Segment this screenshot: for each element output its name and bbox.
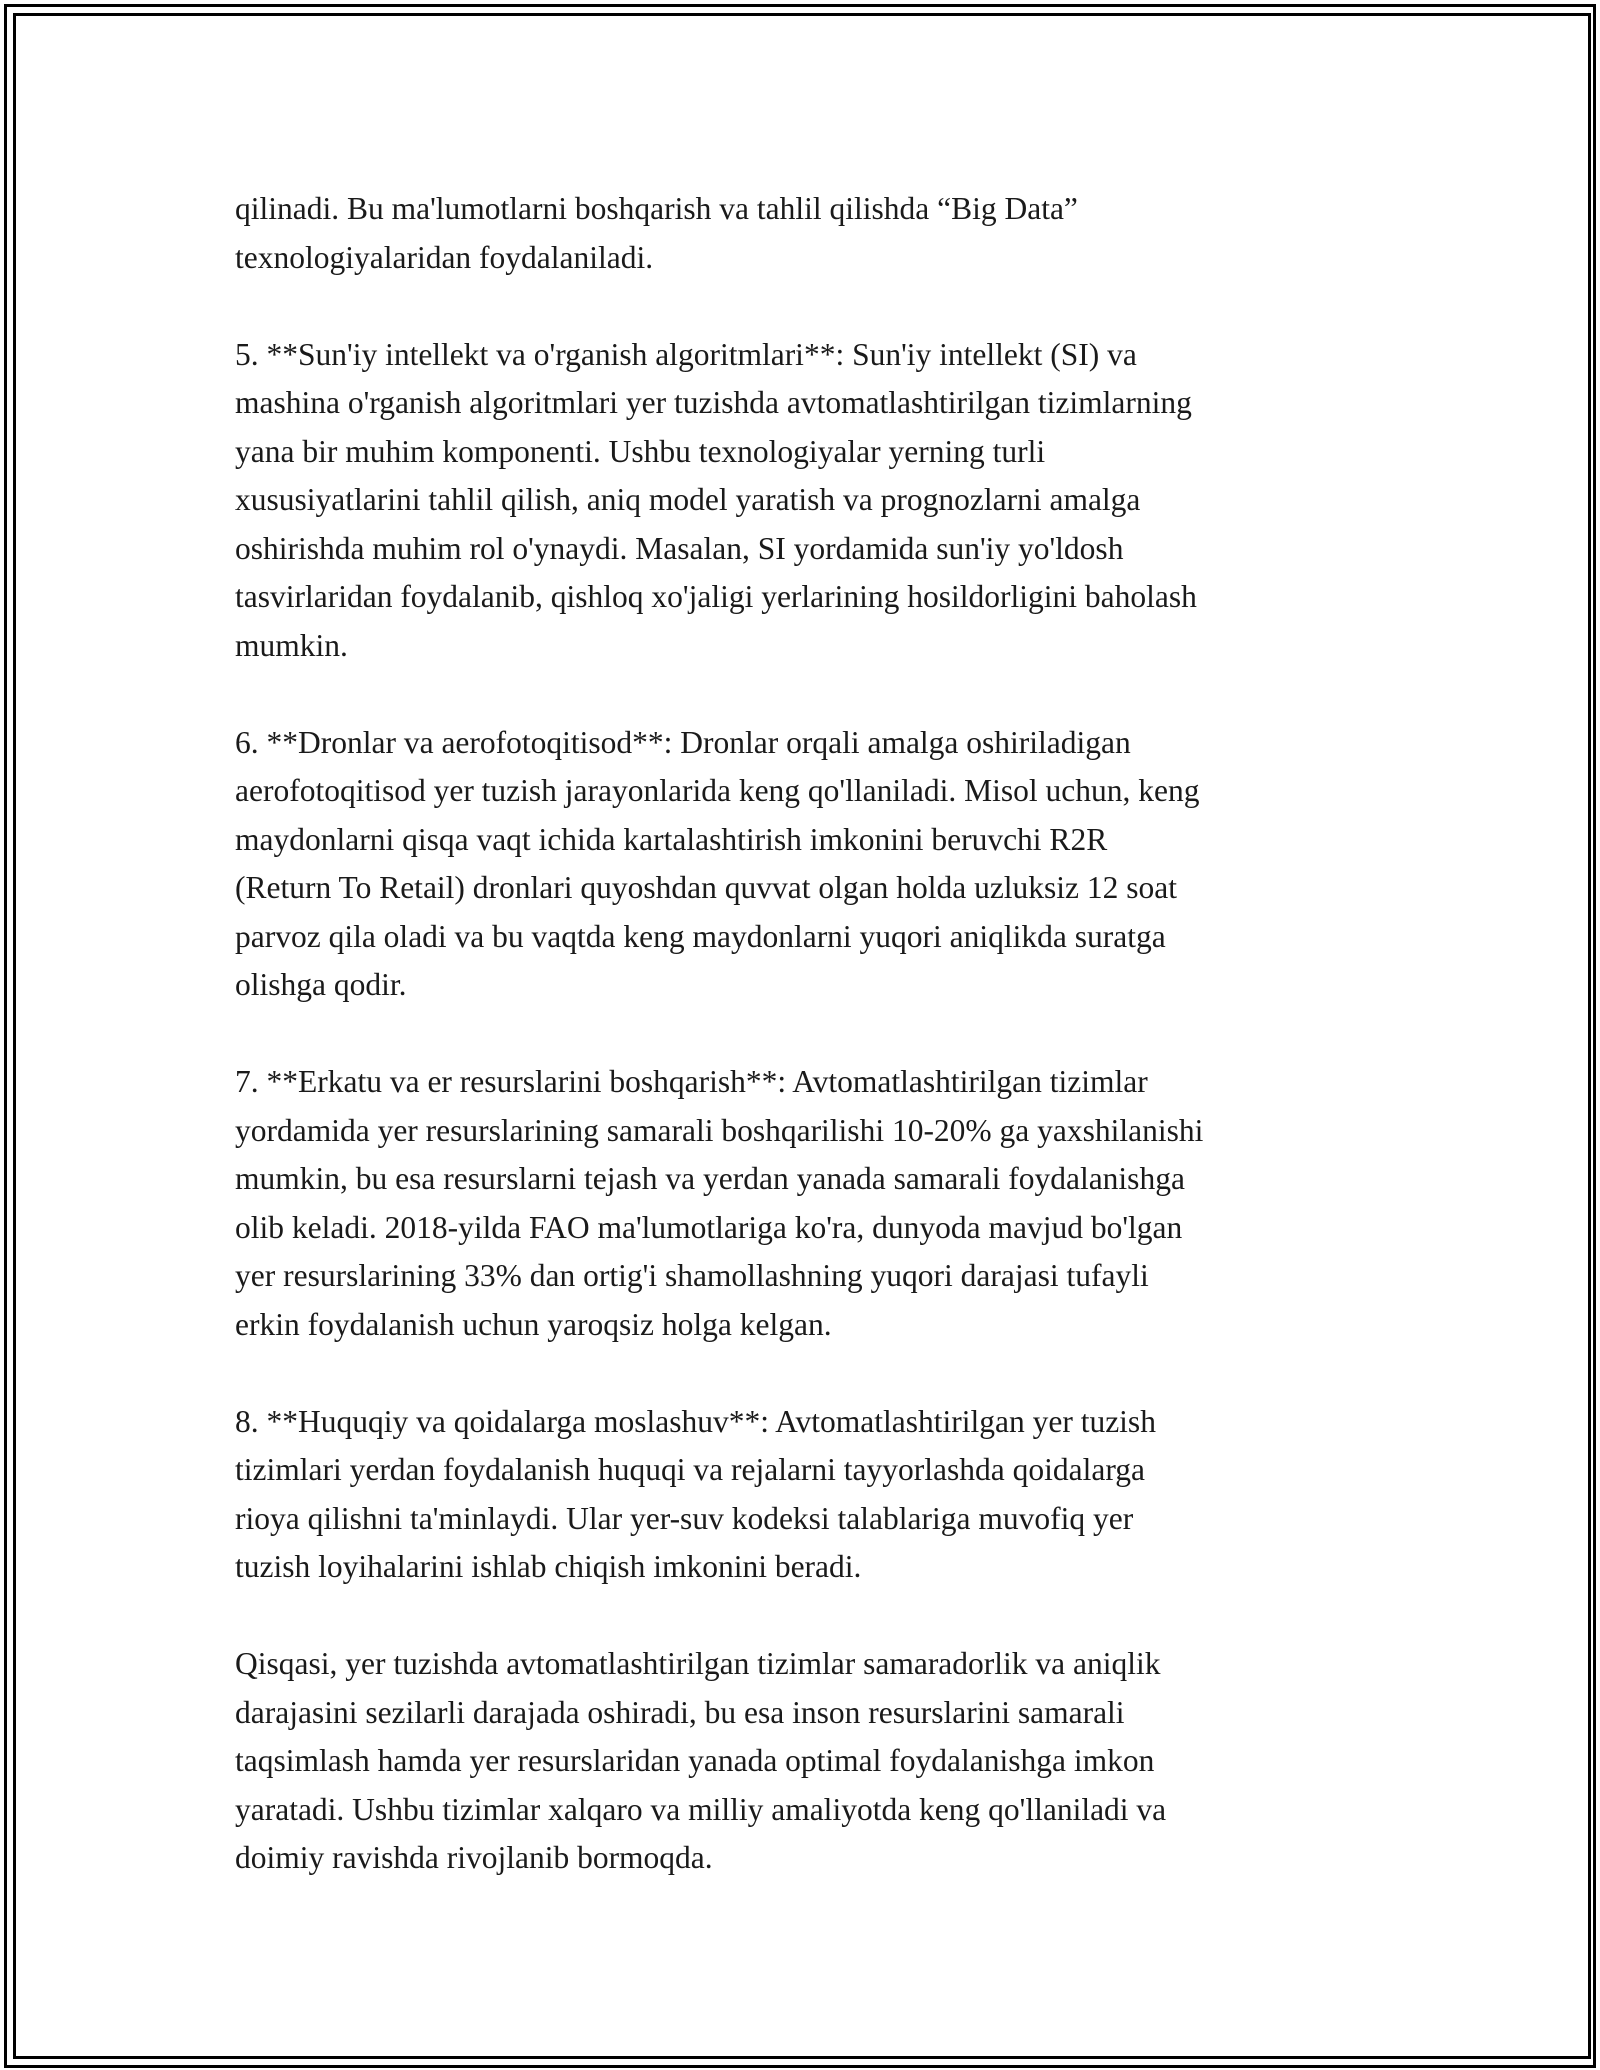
paragraph-item-7: 7. **Erkatu va er resurslarini boshqarish**: Avtomatlashtirilgan tizimlar yordamida yer resurslarining samarali boshqarilishi 10-20% ga yaxshilanishi mumkin, bu esa resurslarni tejash va yerdan yanada samarali foydalanishga olib keladi. 2018-yilda FAO ma'lumotlariga ko'ra, dunyoda mavjud bo'lgan yer resurslarining 33% dan ortig'i shamollashning yuqori darajasi tufayli erkin foydalanish uchun yaroqsiz holga kelgan.	[235, 1064, 1204, 1342]
document-body	[235, 185, 1380, 1883]
paragraph-summary: Qisqasi, yer tuzishda avtomatlashtirilgan tizimlar samaradorlik va aniqlik darajasini sezilarli darajada oshiradi, bu esa inson resurslarini samarali taqsimlash hamda yer resurslaridan yanada optimal foydalanishga imkon yaratadi. Ushbu tizimlar xalqaro va milliy amaliyotda keng qo'llaniladi va doimiy ravishda rivojlanib bormoqda.	[235, 1646, 1167, 1875]
paragraph-item-6: 6. **Dronlar va aerofotoqitisod**: Dronlar orqali amalga oshiriladigan aerofotoqitisod yer tuzish jarayonlarida keng qo'llaniladi. Misol uchun, keng maydonlarni qisqa vaqt ichida kartalashtirish imkonini beruvchi R2R (Return To Retail) dronlari quyoshdan quvvat olgan holda uzluksiz 12 soat parvoz qila oladi va bu vaqtda keng maydonlarni yuqori aniqlikda suratga olishga qodir.	[235, 724, 1200, 1002]
paragraph-item-5: 5. **Sun'iy intellekt va o'rganish algoritmlari**: Sun'iy intellekt (SI) va mashina o'rganish algoritmlari yer tuzishda avtomatlashtirilgan tizimlarning yana bir muhim komponenti. Ushbu texnologiyalar yerning turli xususiyatlarini tahlil qilish, aniq model yaratish va prognozlarni amalga oshirishda muhim rol o'ynaydi. Masalan, SI yordamida sun'iy yo'ldosh tasvirlaridan foydalanib, qishloq xo'jaligi yerlarining hosildorligini baholash mumkin.	[235, 336, 1197, 663]
paragraph-continuation: qilinadi. Bu ma'lumotlarni boshqarish va tahlil qilishda “Big Data” texnologiyalaridan foydalaniladi.	[235, 191, 1078, 275]
paragraph-item-8: 8. **Huquqiy va qoidalarga moslashuv**: Avtomatlashtirilgan yer tuzish tizimlari yerdan foydalanish huquqi va rejalarni tayyorlashda qoidalarga rioya qilishni ta'minlaydi. Ular yer-suv kodeksi talablariga muvofiq yer tuzish loyihalarini ishlab chiqish imkonini beradi.	[235, 1403, 1156, 1584]
